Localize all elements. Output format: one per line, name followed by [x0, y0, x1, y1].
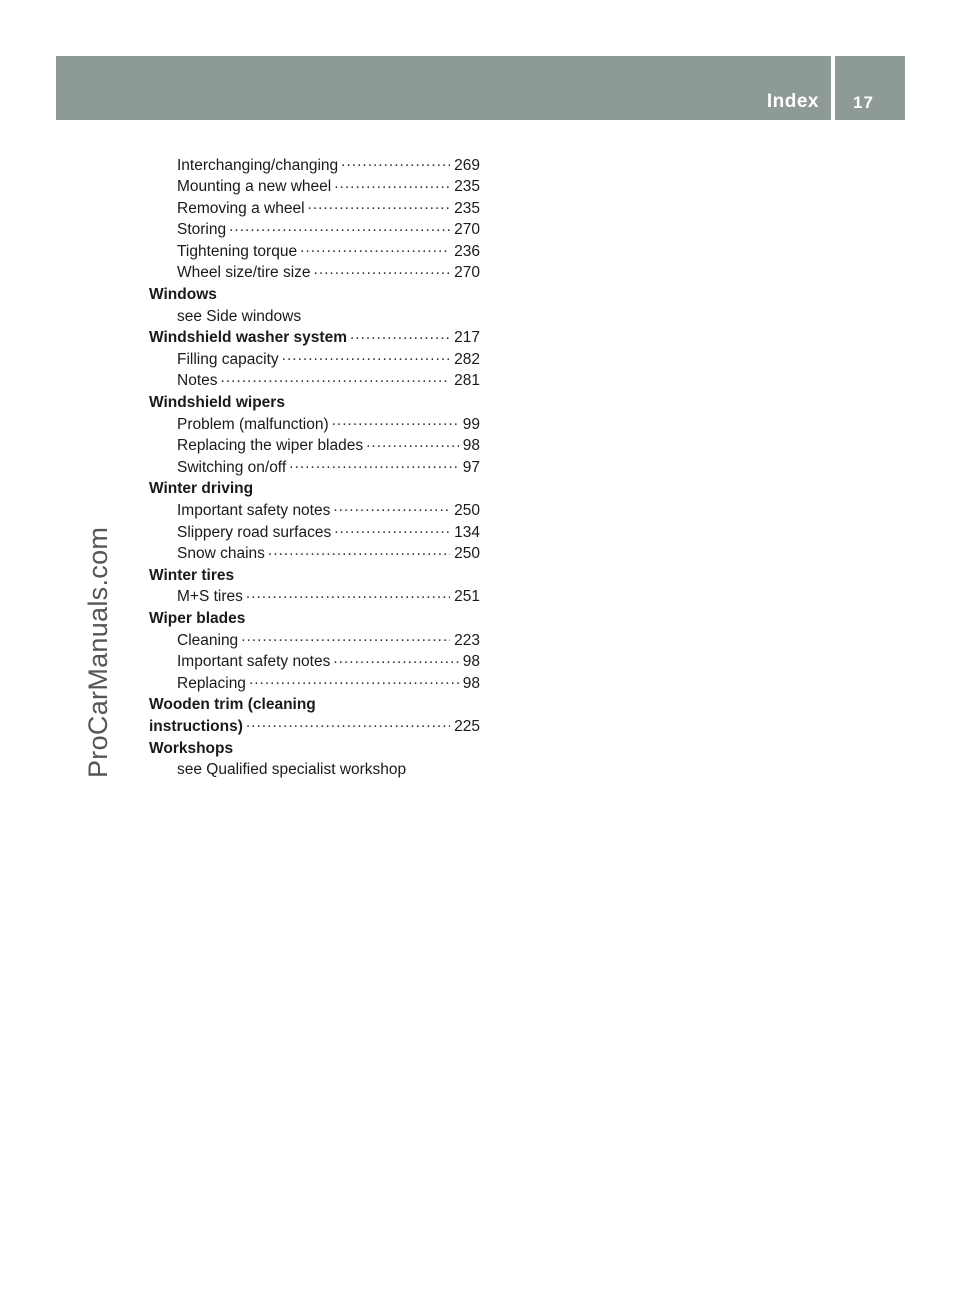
index-entry-sub [149, 543, 480, 565]
dot-leader [300, 240, 450, 256]
index-term: Removing a wheel [177, 199, 305, 217]
index-term: Workshops [149, 739, 234, 757]
index-term: instructions) [149, 717, 243, 735]
index-entry-main [149, 327, 480, 349]
index-term: M+S tires [177, 588, 243, 606]
page-reference: 98 [462, 674, 480, 692]
page-reference: 99 [462, 415, 480, 433]
dot-leader [350, 327, 450, 343]
page-reference: 251 [454, 588, 480, 606]
index-term: Windshield wipers [149, 394, 285, 412]
page-reference: 281 [454, 372, 480, 390]
dot-leader [334, 176, 450, 192]
index-entry-main [149, 392, 480, 414]
index-entry-main [149, 478, 480, 500]
index-term: see Qualified specialist workshop [177, 761, 407, 779]
dot-leader [314, 262, 451, 278]
index-entry-sub [149, 651, 480, 673]
header-bar [56, 56, 831, 120]
index-term: Slippery road surfaces [177, 523, 332, 541]
dot-leader [246, 715, 450, 731]
index-entry-main [149, 607, 480, 629]
dot-leader [333, 651, 458, 667]
index-term: Notes [177, 372, 218, 390]
index-entry-main [149, 564, 480, 586]
page-reference: 235 [454, 199, 480, 217]
dot-leader [289, 456, 459, 472]
index-entry-sub [149, 348, 480, 370]
page-reference: 98 [462, 437, 480, 455]
index-term: Replacing [177, 674, 246, 692]
index-term: Windows [149, 286, 217, 304]
index-term: Filling capacity [177, 350, 279, 368]
index-term: Interchanging/changing [177, 156, 339, 174]
dot-leader [268, 543, 450, 559]
index-entry-sub [149, 629, 480, 651]
index-entry-sub [149, 521, 480, 543]
page-reference: 235 [454, 178, 480, 196]
index-entry-sub [149, 262, 480, 284]
index-entry-main [149, 715, 480, 737]
page-reference: 134 [454, 523, 480, 541]
page-reference: 98 [462, 653, 480, 671]
index-term: Winter driving [149, 480, 254, 498]
index-list [149, 154, 480, 780]
index-term: Wheel size/tire size [177, 264, 311, 282]
page-reference: 250 [454, 545, 480, 563]
dot-leader [332, 413, 459, 429]
index-term: Cleaning [177, 631, 239, 649]
index-term: Mounting a new wheel [177, 178, 332, 196]
page-header [56, 56, 905, 120]
dot-leader [229, 219, 450, 235]
dot-leader [246, 586, 450, 602]
page-reference: 282 [454, 350, 480, 368]
index-entry-sub [149, 456, 480, 478]
index-term: Switching on/off [177, 458, 287, 476]
index-term: Wooden trim (cleaning [149, 696, 316, 714]
page-reference: 270 [454, 221, 480, 239]
section-title: Index [766, 91, 819, 112]
dot-leader [334, 521, 450, 537]
index-entry-sub [149, 370, 480, 392]
index-entry-sub [149, 219, 480, 241]
index-term: Winter tires [149, 566, 235, 584]
page-number-box [835, 56, 905, 120]
index-entry-sub [149, 435, 480, 457]
page-reference: 236 [454, 242, 480, 260]
dot-leader [221, 370, 451, 386]
index-entry-sub [149, 197, 480, 219]
dot-leader [249, 672, 459, 688]
index-entry-sub [149, 154, 480, 176]
page-reference: 223 [454, 631, 480, 649]
index-entry-main [149, 694, 480, 716]
index-entry-sub [149, 672, 480, 694]
index-entry-sub [149, 500, 480, 522]
index-term: Replacing the wiper blades [177, 437, 364, 455]
index-entry-sub [149, 176, 480, 198]
dot-leader [333, 500, 450, 516]
index-term: Wiper blades [149, 609, 246, 627]
dot-leader [308, 197, 451, 213]
index-entry-sub [149, 240, 480, 262]
dot-leader [341, 154, 450, 170]
watermark-text: ProCarManuals.com [83, 526, 113, 778]
index-term: Tightening torque [177, 242, 298, 260]
index-term: Important safety notes [177, 502, 331, 519]
page-number: 17 [853, 93, 874, 112]
index-entry-sub [149, 413, 480, 435]
page-reference: 217 [454, 329, 480, 347]
page-reference: 270 [454, 264, 480, 282]
index-term: see Side windows [177, 307, 302, 325]
index-entry-main [149, 737, 480, 759]
index-term: Storing [177, 221, 227, 239]
index-term: Windshield washer system [149, 329, 347, 347]
index-entry-main [149, 284, 480, 306]
index-term: Snow chains [177, 545, 265, 563]
page-reference: 225 [454, 717, 480, 735]
dot-leader [241, 629, 450, 645]
dot-leader [282, 348, 450, 364]
index-entry-sub [149, 586, 480, 608]
index-term: Problem (malfunction) [177, 415, 329, 433]
dot-leader [366, 435, 459, 451]
page-reference: 269 [454, 156, 480, 174]
index-entry-sub [149, 759, 480, 781]
page-reference: 97 [462, 458, 480, 476]
index-entry-sub [149, 305, 480, 327]
page-reference: 250 [454, 502, 480, 519]
index-term: Important safety notes [177, 653, 331, 671]
